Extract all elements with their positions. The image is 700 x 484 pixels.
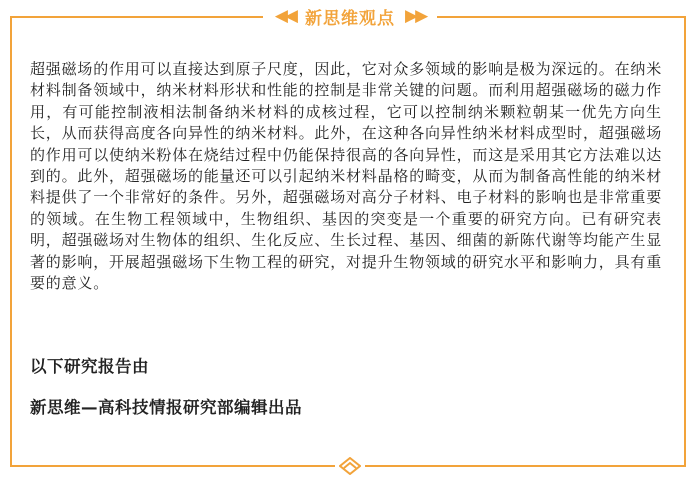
report-source-heading: 以下研究报告由 bbox=[30, 357, 149, 376]
report-publisher-heading: 新思维—高科技情报研究部编辑出品 bbox=[30, 398, 302, 417]
section-title: 新思维观点 bbox=[305, 8, 395, 29]
double-arrow-right-icon: ▶▶ bbox=[405, 5, 426, 26]
chevron-up-ornament-icon bbox=[335, 455, 365, 477]
header-bar bbox=[0, 4, 700, 28]
header-inner bbox=[263, 4, 437, 29]
double-arrow-left-icon: ◀◀ bbox=[274, 5, 295, 26]
body-paragraph: 超强磁场的作用可以直接达到原子尺度，因此，它对众多领域的影响是极为深远的。在纳米材料制备领域中，纳米材料形状和性能的控制是非常关键的问题。而利用超强磁场的磁力作用，有可能控制液相法制备纳米材料的成核过程，它可以控制纳米颗粒朝某一优先方向生长，从而获得高度各向异性的纳米材料。此外，在这种各向异性纳米材料成型时，超强磁场的作用可以使纳米粉体在烧结过程中仍能保持很高的各向异性，而这是采用其它方法难以达到的。此外，超强磁场的能量还可以引起纳米材料晶格的畸变，从而为制备高性能的纳米材料提供了一个非常好的条件。另外，超强磁场对高分子材料、电子材料的影响也是非常重要的领域。在生物工程领域中，生物组织、基因的突变是一个重要的研究方向。已有研究表明，超强磁场对生物体的组织、生化反应、生长过程、基因、细菌的新陈代谢等均能产生显著的影响，开展超强磁场下生物工程的研究，对提升生物领域的研究水平和影响力，具有重要的意义。 bbox=[30, 60, 663, 293]
